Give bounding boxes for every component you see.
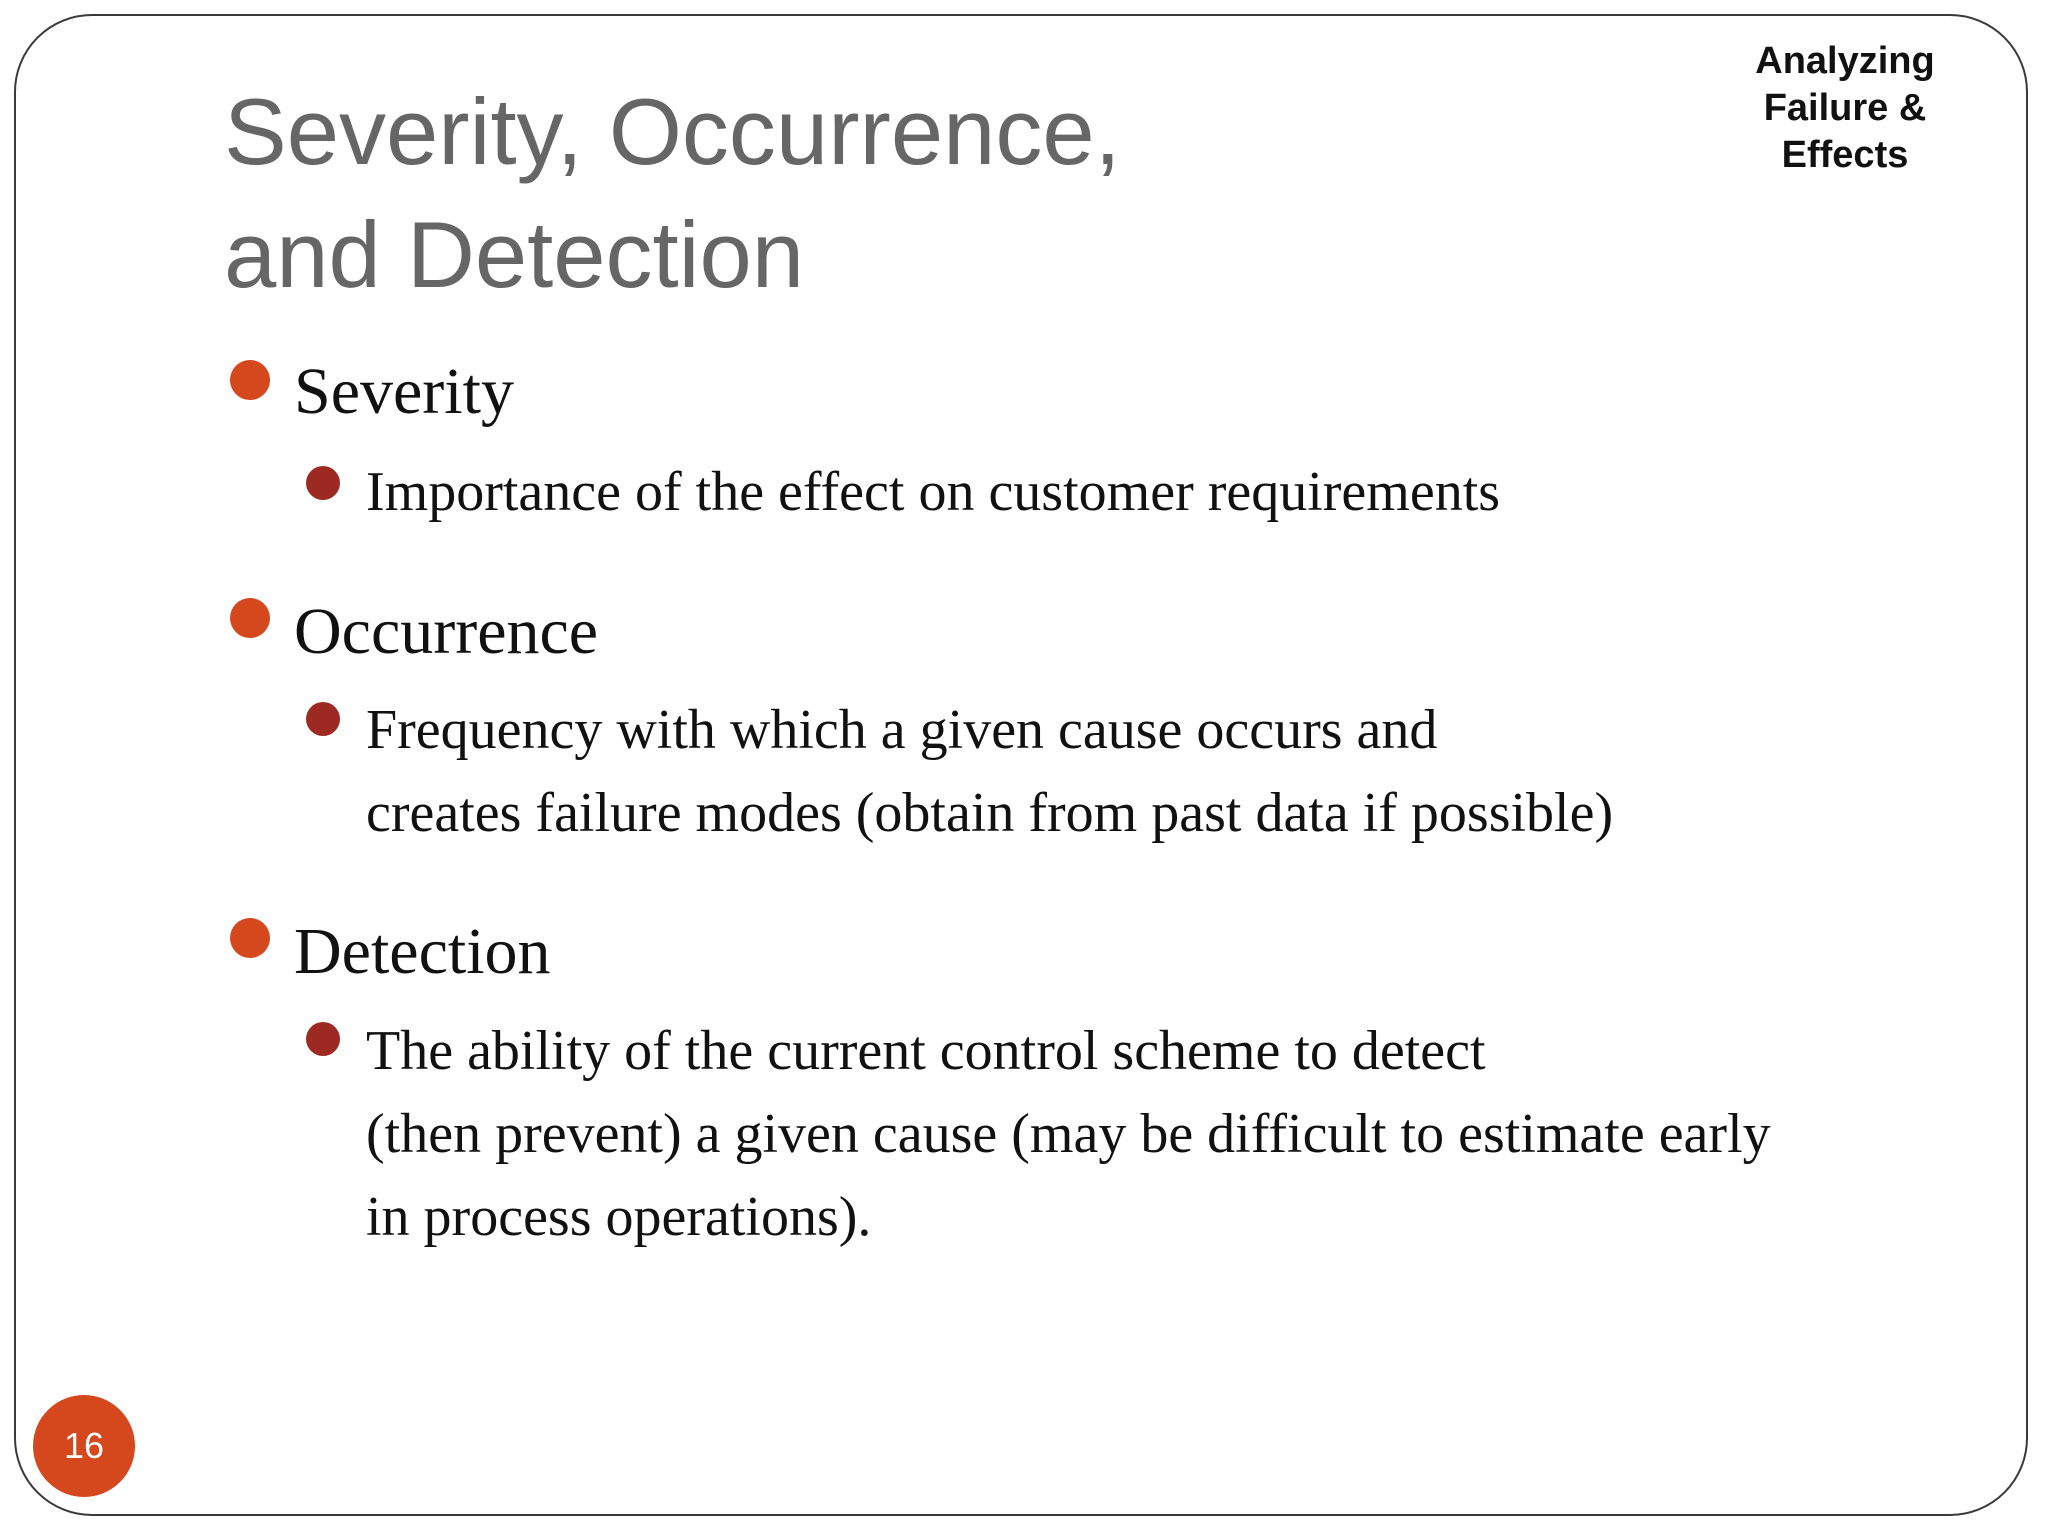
sub-bullet-dot-icon [306,702,340,736]
bullet-dot-icon [230,918,270,958]
sub-bullet-dot-icon [306,1022,340,1056]
bullet-heading: Severity [294,355,514,428]
topic-label-line-2: Failure & [1763,87,1927,129]
sub-bullet-dot-icon [306,466,340,500]
sub-bullet-line: (then prevent) a given cause (may be difficult to estimate early [366,1103,1771,1165]
topic-label-line-3: Effects [1781,134,1909,176]
bullet-heading: Detection [294,915,551,988]
sub-bullet-line: Importance of the effect on customer requirements [366,461,1501,523]
sub-bullet-line: creates failure modes (obtain from past data if possible) [366,782,1614,844]
slide-title-line-2: and Detection [224,202,805,307]
bullet-dot-icon [230,360,270,400]
page-number-badge: 16 [33,1395,135,1497]
slide-title-line-1: Severity, Occurrence, [224,79,1121,184]
topic-label [1700,38,1990,179]
sub-bullet-line: in process operations). [366,1186,872,1248]
sub-bullet-line: Frequency with which a given cause occurs and [366,699,1438,761]
sub-bullet-text [366,1010,1926,1259]
sub-bullet-text [366,689,1926,855]
topic-label-line-1: Analyzing [1755,40,1935,82]
sub-bullet-line: The ability of the current control scheme to detect [366,1020,1486,1082]
sub-bullet-text [366,451,1926,534]
slide-title [224,70,1121,316]
bullet-heading: Occurrence [294,595,599,668]
bullet-dot-icon [230,598,270,638]
